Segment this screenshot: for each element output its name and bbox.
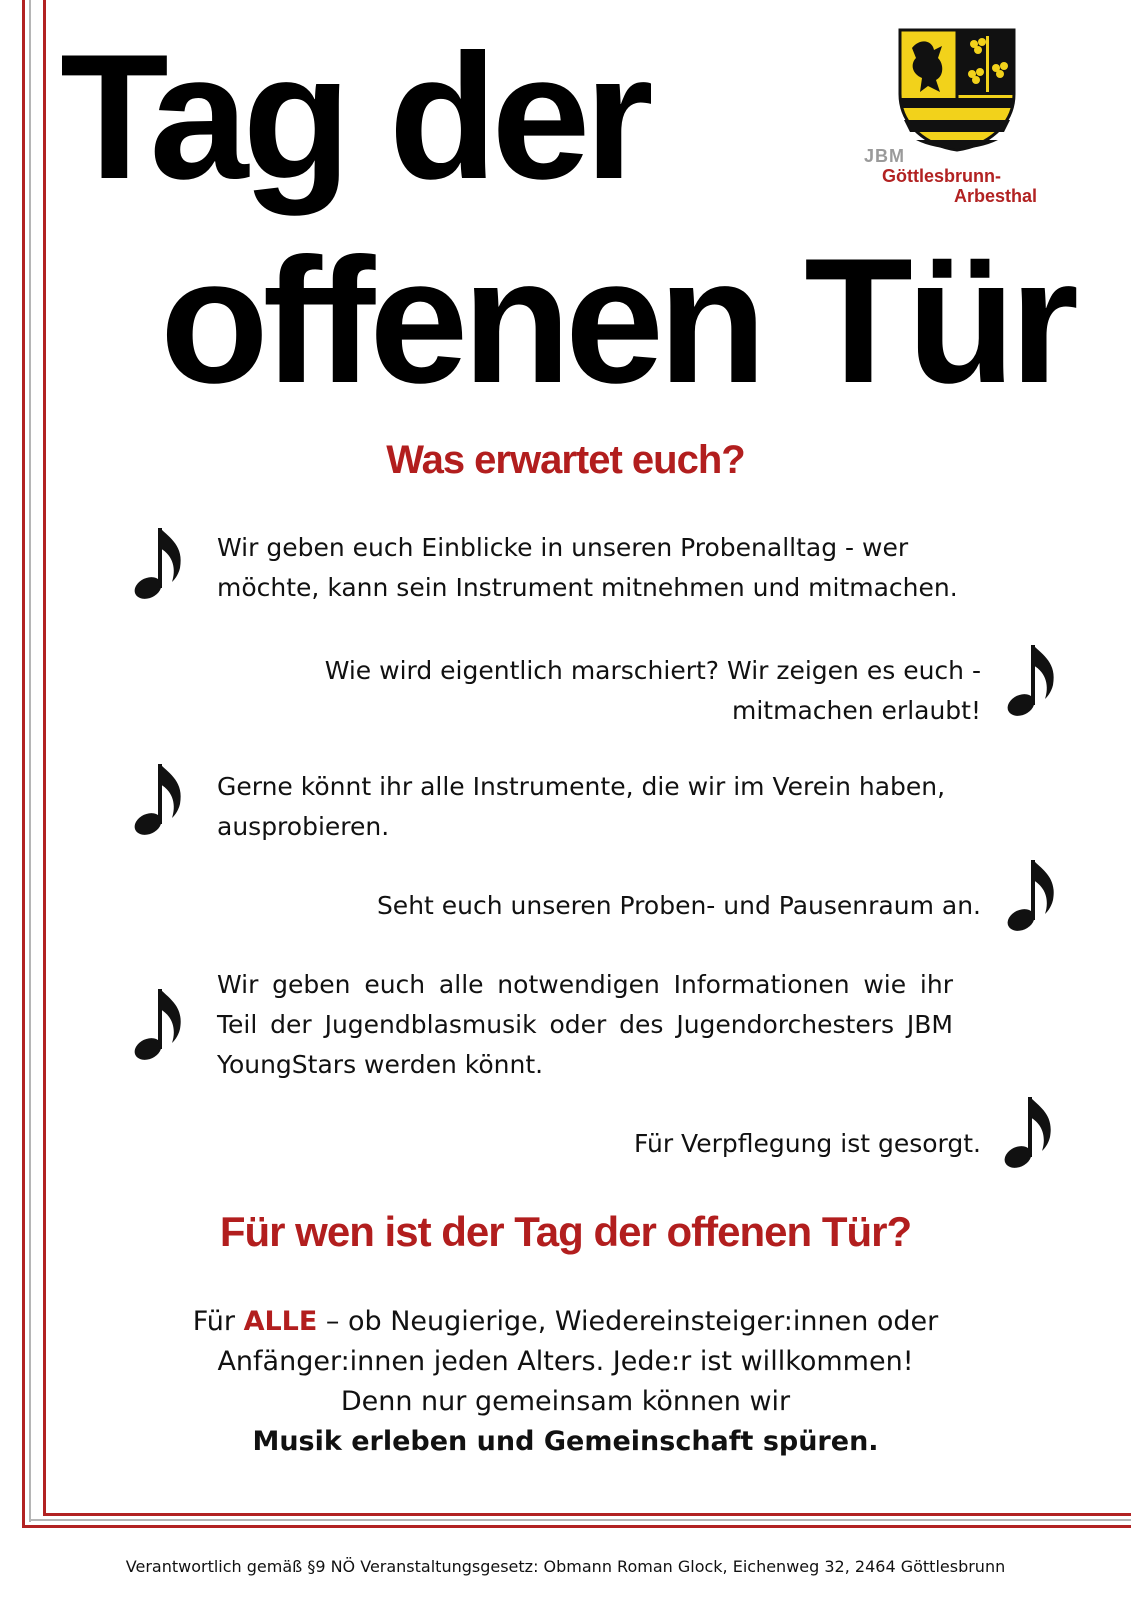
list-item: Wie wird eigentlich marschiert? Wir zeigen es euch - — [324, 656, 981, 685]
music-note-icon — [130, 524, 190, 604]
legal-footer: Verantwortlich gemäß §9 NÖ Veranstaltungsgesetz: Obmann Roman Glock, Eichenweg 32, 2464 Göttlesbrunn — [125, 1557, 1006, 1576]
page-title-line1: Tag der — [60, 17, 648, 216]
list-item: Wir geben euch alle notwendigen Informationen wie ihr Teil der Jugendblasmusik oder des Jugendorchesters JBM YoungStars werden könnt. — [217, 970, 953, 1079]
coat-of-arms-icon — [898, 28, 1016, 152]
music-note-icon — [130, 985, 190, 1065]
audience-line3: Denn nur gemeinsam können wir — [340, 1386, 791, 1417]
music-note-icon — [130, 760, 190, 840]
frame-left-red-inner — [43, 0, 46, 1516]
audience-line1-rest: – ob Neugierige, Wiedereinsteiger:innen oder — [317, 1306, 939, 1337]
music-note-icon — [1003, 856, 1063, 936]
frame-bottom-red-inner — [43, 1513, 1131, 1516]
list-item: mitmachen erlaubt! — [732, 696, 981, 725]
section-heading-expectations: Was erwartet euch? — [386, 438, 745, 482]
audience-prefix: Für — [192, 1306, 244, 1337]
logo-abbr: JBM — [864, 146, 906, 166]
list-item: Für Verpflegung ist gesorgt. — [633, 1129, 981, 1158]
list-item: Seht euch unseren Proben- und Pausenraum an. — [376, 891, 981, 920]
frame-left-red — [22, 0, 25, 1528]
logo-name-line1: Göttlesbrunn- — [882, 166, 1001, 186]
section-heading-audience: Für wen ist der Tag der offenen Tür? — [219, 1208, 912, 1255]
list-item: Gerne könnt ihr alle Instrumente, die wir im Verein haben, ausprobieren. — [217, 772, 946, 841]
frame-bottom-gray — [29, 1519, 1131, 1521]
logo-name-line2: Arbesthal — [954, 186, 1038, 206]
music-note-icon — [1003, 641, 1063, 721]
music-note-icon — [1000, 1093, 1060, 1173]
audience-highlight: ALLE — [243, 1306, 318, 1337]
audience-line1 — [0, 1302, 1131, 1342]
page-title-line2: offenen Tür — [160, 221, 1073, 420]
frame-left-gray — [29, 0, 31, 1522]
audience-paragraph — [0, 1302, 1131, 1462]
list-item: Wir geben euch Einblicke in unseren Probenalltag - wer möchte, kann sein Instrument mitnehmen und mitmachen. — [217, 533, 958, 602]
audience-line2: Anfänger:innen jeden Alters. Jede:r ist willkommen! — [217, 1346, 914, 1377]
frame-bottom-red — [22, 1525, 1131, 1528]
club-logo — [864, 28, 1064, 218]
audience-line4: Musik erleben und Gemeinschaft spüren. — [252, 1426, 879, 1457]
